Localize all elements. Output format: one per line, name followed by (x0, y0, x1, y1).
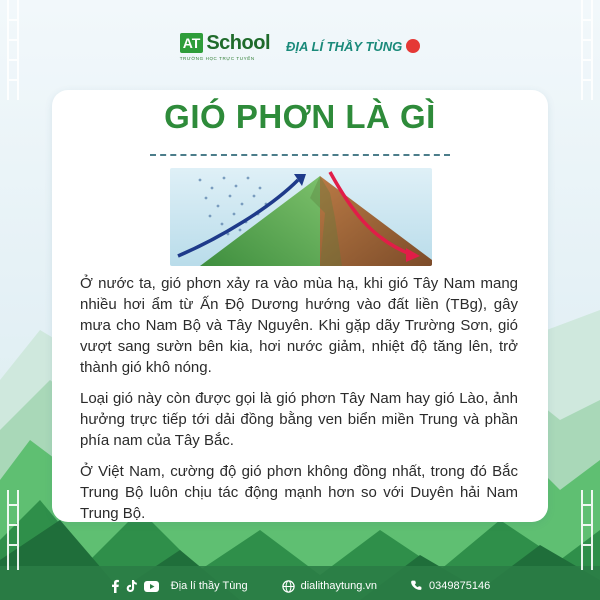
phone-icon (411, 580, 423, 592)
dialithaytung-logo-text: ĐỊA LÍ THẦY TÙNG (286, 38, 403, 54)
globe-icon (282, 580, 295, 593)
sun-icon (406, 39, 420, 53)
dialithaytung-logo (286, 39, 420, 54)
paragraph-2: Loại gió này còn được gọi là gió phơn Tây Nam hay gió Lào, ảnh hưởng trực tiếp tới dải đồng bằng ven biển miền Trung và phần phía nam của Tây Bắc. (80, 390, 518, 449)
facebook-icon[interactable] (110, 579, 120, 593)
title-divider (150, 154, 450, 156)
youtube-icon[interactable] (144, 581, 159, 592)
article-body (80, 273, 518, 534)
header (0, 28, 600, 64)
page-title: GIÓ PHƠN LÀ GÌ (164, 98, 436, 135)
footer-website-link[interactable]: dialithaytung.vn (300, 580, 378, 592)
foehn-wind-illustration (170, 168, 432, 266)
footer-website (282, 580, 377, 593)
footer-social-name[interactable]: Địa lí thầy Tùng (170, 580, 248, 592)
footer-social (110, 579, 248, 593)
paragraph-1: Ở nước ta, gió phơn xảy ra vào mùa hạ, khi gió Tây Nam mang nhiều hơi ẩm từ Ấn Độ Dương hướng vào đất liền (TBg), gây mưa cho Nam Bộ và Tây Nguyên. Khi gặp dãy Trường Sơn, gió vượt sang sườn bên kia, hơi nước giảm, nhiệt độ tăng lên, trở thành gió khô nóng. (80, 275, 518, 376)
footer-phone (411, 580, 490, 592)
atschool-logo-tagline: TRƯỜNG HỌC TRỰC TUYẾN (179, 55, 255, 61)
footer-phone-number[interactable]: 0349875146 (429, 580, 491, 592)
atschool-logo-box: AT (180, 33, 204, 53)
footer (0, 574, 600, 598)
paragraph-3: Ở Việt Nam, cường độ gió phơn không đồng nhất, trong đó Bắc Trung Bộ luôn chịu tác động mạnh hơn so với Duyên hải Nam Trung Bộ. (80, 463, 518, 522)
atschool-logo-word: School (206, 31, 270, 54)
tiktok-icon[interactable] (126, 580, 138, 593)
atschool-logo (180, 32, 270, 61)
